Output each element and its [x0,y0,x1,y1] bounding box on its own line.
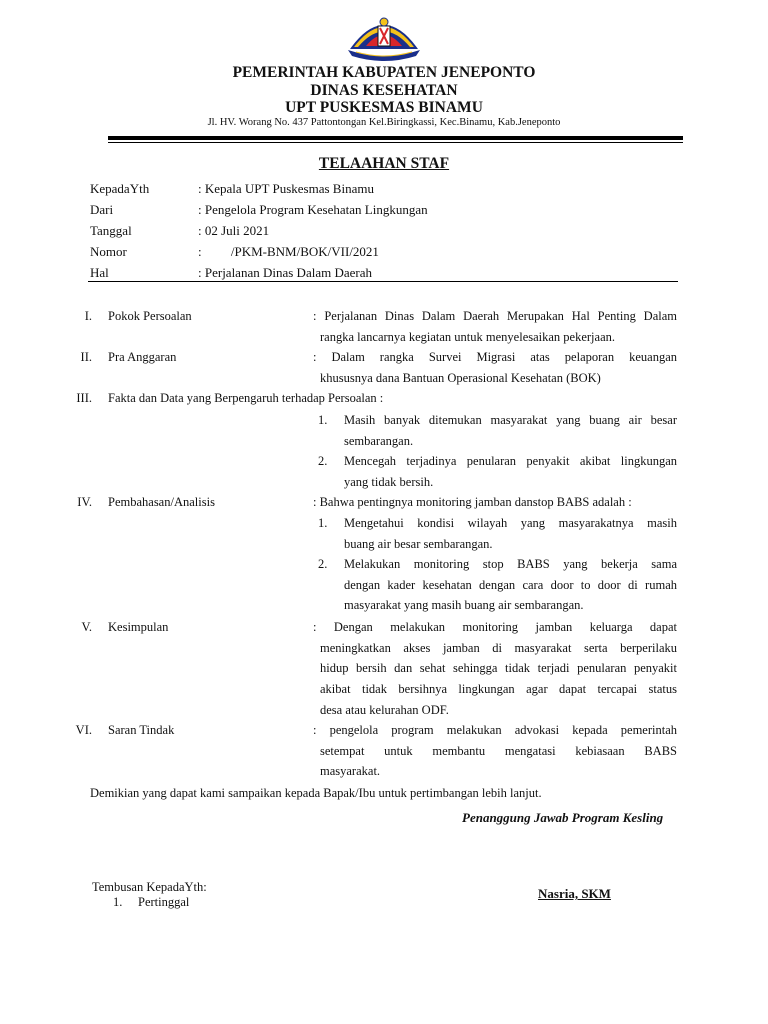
section-4-item-2-number: 2. [318,557,328,571]
section-4-item-2-line-3: masyarakat yang masih buang air sembarangan. [344,598,584,613]
section-3-item-2 [344,451,677,492]
section-text-1 [313,306,677,347]
section-5-line-2: meningkatkan akses jamban di masyarakat serta berperilaku [320,640,677,655]
meta-label-date: Tanggal [90,223,132,238]
section-text-5 [313,617,677,721]
signature-title: Penanggung Jawab Program Kesling [462,810,664,825]
section-6-line-2: setempat untuk membantu mengatasi kebiasaan BABS [320,743,677,758]
section-3-item-2-line-2: yang tidak bersih. [344,474,434,489]
section-label-1: Pokok Persoalan [108,309,192,323]
section-3-item-1 [344,410,677,451]
section-4-item-2-line-2: dengan kader kesehatan dengan cara door to door di rumah [344,577,677,592]
section-1-line-2: rangka lancarnya kegiatan untuk menyelesaikan pekerjaan. [320,329,616,344]
meta-label-recipient: KepadaYth [90,181,150,196]
meta-value-subject: : Perjalanan Dinas Dalam Daerah [198,265,372,280]
section-label-5: Kesimpulan [108,620,169,634]
section-5-line-5: desa atau kelurahan ODF. [320,702,449,717]
section-label-3: Fakta dan Data yang Berpengaruh terhadap Persoalan : [108,391,384,405]
meta-label-number: Nomor [90,244,127,259]
section-text-2 [313,347,677,388]
section-label-2: Pra Anggaran [108,350,177,364]
section-4-item-1-line-2: buang air besar sembarangan. [344,536,493,551]
section-4-item-1-line-1: Mengetahui kondisi wilayah yang masyarakatnya masih [344,516,677,530]
section-5-line-4: akibat tidak bersihnya lingkungan agar dapat tercapai status [320,682,677,697]
section-6-line-3: masyarakat. [320,764,381,779]
jeneponto-regency-emblem-icon [344,10,424,62]
section-3-item-2-number: 2. [318,454,328,468]
section-numeral-5: V. [81,620,92,634]
header-unit-name: UPT PUSKESMAS BINAMU [285,99,483,116]
section-numeral-3: III. [76,391,92,405]
carbon-copy-title: Tembusan KepadaYth: [92,880,207,894]
section-2-line-1: : Dalam rangka Survei Migrasi atas pelaporan keuangan [313,350,677,364]
section-numeral-2: II. [80,350,92,364]
section-4-item-2 [344,554,677,616]
meta-value-number: : /PKM-BNM/BOK/VII/2021 [198,244,379,259]
carbon-copy-item: 1. Pertinggal [113,895,190,909]
section-6-line-1: : pengelola program melakukan advokasi kepada pemerintah [313,723,677,737]
document-title: TELAAHAN STAF [318,155,450,172]
section-3-item-1-line-2: sembarangan. [344,433,414,448]
section-2-line-2: khususnya dana Bantuan Operasional Kesehatan (BOK) [320,370,601,385]
meta-value-date: : 02 Juli 2021 [198,223,270,238]
section-text-6 [313,720,677,782]
meta-divider [88,281,678,282]
section-4-item-2-line-1: Melakukan monitoring stop BABS yang bekerja sama [344,557,677,571]
section-3-item-1-number: 1. [318,413,328,427]
section-3-item-2-line-1: Mencegah terjadinya penularan penyakit akibat lingkungan [344,454,677,468]
signatory-name: Nasria, SKM [538,886,611,901]
section-5-line-1: : Dengan melakukan monitoring jamban keluarga dapat [313,620,677,634]
section-1-line-1: : Perjalanan Dinas Dalam Daerah Merupakan Hal Penting Dalam [313,309,677,323]
letterhead-divider-thick [108,136,683,140]
section-numeral-4: IV. [77,495,92,509]
section-4-intro: : Bahwa pentingnya monitoring jamban danstop BABS adalah : [313,495,632,509]
header-address: Jl. HV. Worang No. 437 Pattontongan Kel.Biringkassi, Kec.Binamu, Kab.Jeneponto [207,117,561,128]
closing-statement: Demikian yang dapat kami sampaikan kepada Bapak/Ibu untuk pertimbangan lebih lanjut. [90,786,542,800]
section-label-6: Saran Tindak [108,723,175,737]
meta-label-subject: Hal [90,265,109,280]
section-3-item-1-line-1: Masih banyak ditemukan masyarakat yang buang air besar [344,413,677,427]
meta-value-recipient: : Kepala UPT Puskesmas Binamu [198,181,374,196]
letterhead-divider-thin [108,142,683,143]
header-government-name: PEMERINTAH KABUPATEN JENEPONTO [232,64,536,81]
header-department-name: DINAS KESEHATAN [310,82,458,99]
section-4-item-1-number: 1. [318,516,328,530]
section-4-item-1 [344,513,677,554]
meta-value-from: : Pengelola Program Kesehatan Lingkungan [198,202,428,217]
section-5-line-3: hidup bersih dan sehat sehingga tidak terjadi penularan penyakit [320,661,677,676]
section-numeral-1: I. [84,309,92,323]
section-label-4: Pembahasan/Analisis [108,495,215,509]
meta-label-from: Dari [90,202,114,217]
section-numeral-6: VI. [75,723,92,737]
